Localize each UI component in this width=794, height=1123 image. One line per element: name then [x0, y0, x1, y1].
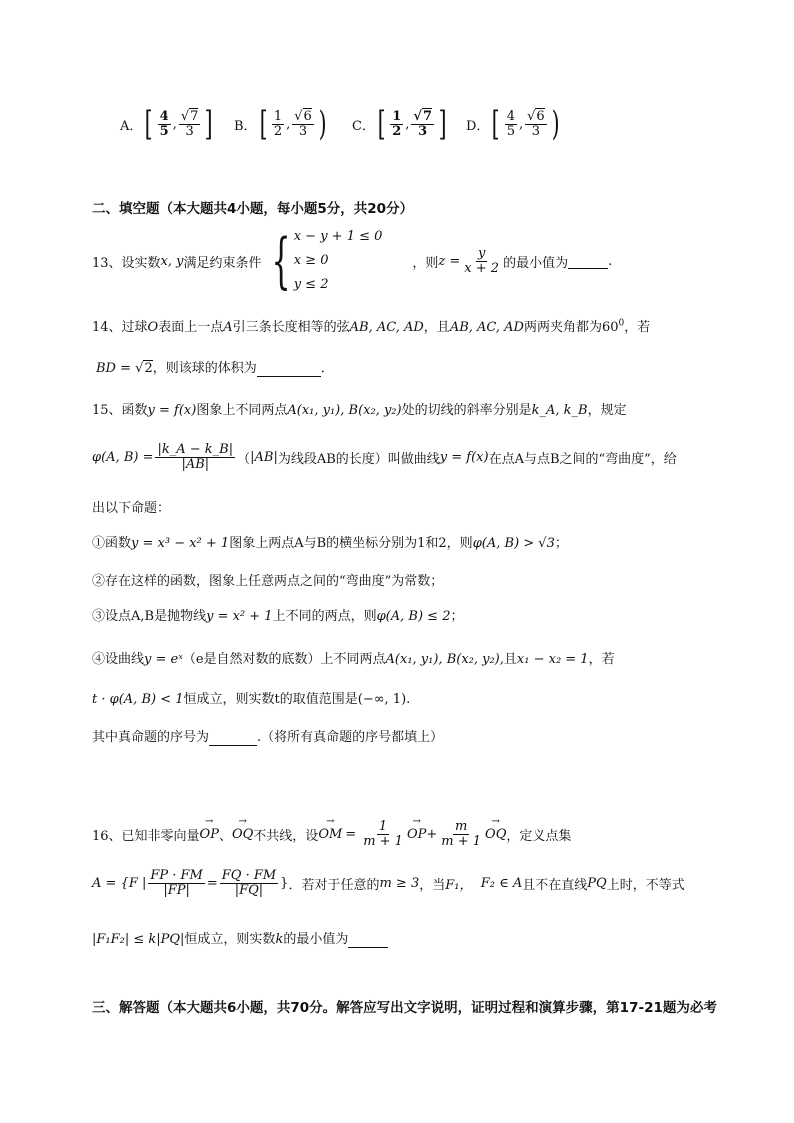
option-c-rbracket: ] — [438, 104, 447, 144]
question-15-prop4: ④设曲线y = eˣ（e是自然对数的底数）上不同两点A(x₁, y₁), B(x₂, y₂),且x₁ − x₂ = 1，若 — [92, 652, 615, 667]
question-15-prop2: ②存在这样的函数，图象上任意两点之间的“弯曲度”为常数； — [92, 574, 444, 589]
q16-set-frac-b: $\frac{FQ \cdot FM}{|FQ|}$ — [221, 867, 277, 898]
option-b-label: B． — [234, 118, 257, 134]
option-d-label: D． — [466, 118, 490, 134]
question-15-prop1: ①函数y = x³ − x² + 1图象上两点A与B的横坐标分别为1和2，则φ(A, B) > √3； — [92, 536, 568, 551]
option-a-frac2: $\frac{√7}{3}$ — [180, 108, 199, 139]
vector-oq: → OQ — [232, 827, 253, 842]
q13-vars: x, y — [160, 253, 184, 269]
q13-mid: 满足约束条件 — [183, 255, 262, 271]
option-a-lbracket: [ — [145, 104, 154, 144]
option-a-rbracket: ] — [205, 104, 214, 144]
question-14-line1: 14、过球O表面上一点A引三条长度相等的弦AB, AC, AD，且AB, AC, AD两两夹角都为$60^0$，若 — [92, 318, 651, 335]
q13-fraction: $\frac{y}{x + 2}$ — [464, 245, 500, 276]
option-c-frac1: $\frac{1}{2}$ — [392, 108, 402, 139]
question-16-line3: |F₁F₂| ≤ k|PQ|恒成立，则实数k的最小值为 — [92, 928, 388, 948]
option-d: D． [ $\frac{4}{5}$ , $\frac{√6}{3}$ ) — [466, 104, 560, 144]
q13-z: z = — [438, 253, 461, 269]
option-b-lbracket: [ — [259, 104, 268, 144]
option-b: B． [ $\frac{1}{2}$ , $\frac{√6}{3}$ ) — [234, 104, 327, 144]
vector-op: → OP — [200, 827, 219, 842]
question-15-prop4-line2: t · φ(A, B) < 1恒成立，则实数t的取值范围是(−∞, 1). — [92, 692, 411, 707]
question-15-line3: 出以下命题： — [92, 501, 171, 516]
q16-frac-2: $\frac{m}{m + 1}$ — [441, 818, 482, 849]
option-b-rbracket: ) — [318, 104, 327, 144]
q16-set-frac-a: $\frac{FP \cdot FM}{|FP|}$ — [150, 867, 203, 898]
option-c-frac2: $\frac{√7}{3}$ — [413, 108, 432, 139]
question-16-line2: A = {F | $\frac{FP \cdot FM}{|FP|}$ = $\frac{FQ \cdot FM}{|FQ|}$ } ．若对于任意的 m ≥ 3 ，当 F₁， F₂ ∈ A 且不在直线 PQ 上时，不等式 — [92, 867, 685, 898]
q16-frac-1: $\frac{1}{m + 1}$ — [363, 818, 403, 849]
question-15-line2: φ(A, B) = $\frac{|k\_A - k\_B|}{|AB|}$ （ |AB| 为线段AB的长度）叫做曲线 y = f(x) 在点A与点B之间的“弯曲度”，给 — [92, 441, 677, 472]
option-d-frac1: $\frac{4}{5}$ — [506, 108, 515, 139]
option-b-frac1: $\frac{1}{2}$ — [273, 108, 283, 139]
option-d-frac2: $\frac{√6}{3}$ — [527, 108, 545, 139]
question-16-line1: 16、已知非零向量 → OP 、 → OQ 不共线，设 → OM = $\frac{1}{m + 1}$ → OP + $\frac{m}{m + 1}$ → OQ ，定义点集 — [92, 812, 571, 856]
options-row: A． [ $\frac{4}{5}$ , $\frac{√7}{3}$ ] — [120, 104, 214, 144]
q13-brace: { — [271, 226, 291, 296]
section3-heading: 三、解答题（本大题共6小题，共70分。解答应写出文字说明，证明过程和演算步骤，第17-21题为必考 — [92, 1000, 717, 1016]
q13-constraints — [294, 225, 383, 297]
option-d-rbracket: ) — [551, 104, 560, 144]
question-15-prop3: ③设点A,B是抛物线y = x² + 1上不同的两点，则φ(A, B) ≤ 2； — [92, 609, 464, 624]
q15-curvature-frac: $\frac{|k\_A - k\_B|}{|AB|}$ — [157, 441, 234, 472]
option-c-lbracket: [ — [377, 104, 386, 144]
section2-heading: 二、填空题（本大题共4小题，每小题5分，共20分） — [92, 201, 414, 217]
question-15-ask: 其中真命题的序号为 .（将所有真命题的序号都填上） — [92, 730, 444, 745]
question-13: 13、设实数 x, y 满足约束条件 { x − y + 1 ≤ 0 x ≥ 0 y ≤ 2 ，则 z = $\frac{y}{x + 2}$ 的最小值为 . — [92, 226, 613, 296]
question-15-line1: 15、函数y = f(x)图象上不同两点A(x₁, y₁), B(x₂, y₂)处的切线的斜率分别是k_A, k_B，规定 — [92, 403, 627, 418]
q13-then: ，则 — [412, 255, 439, 271]
q13-blank — [568, 253, 608, 269]
option-c-label: C． — [352, 118, 375, 134]
option-c: C． [ $\frac{1}{2}$ , $\frac{√7}{3}$ ] — [352, 104, 447, 144]
q13-constraint-1: x − y + 1 ≤ 0 — [293, 229, 383, 244]
q13-constraint-3: y ≤ 2 — [293, 277, 329, 292]
vector-om: → OM — [318, 827, 342, 842]
q13-suffix: 的最小值为 — [503, 255, 569, 271]
question-14-line2: BD = √2，则该球的体积为 ． — [96, 361, 334, 376]
option-a-frac1: $\frac{4}{5}$ — [159, 108, 169, 139]
option-b-frac2: $\frac{√6}{3}$ — [294, 108, 312, 139]
q13-prefix: 13、设实数 — [92, 255, 161, 271]
option-d-lbracket: [ — [492, 104, 501, 144]
option-a-label: A． — [120, 118, 143, 134]
q13-constraint-2: x ≥ 0 — [293, 253, 329, 268]
